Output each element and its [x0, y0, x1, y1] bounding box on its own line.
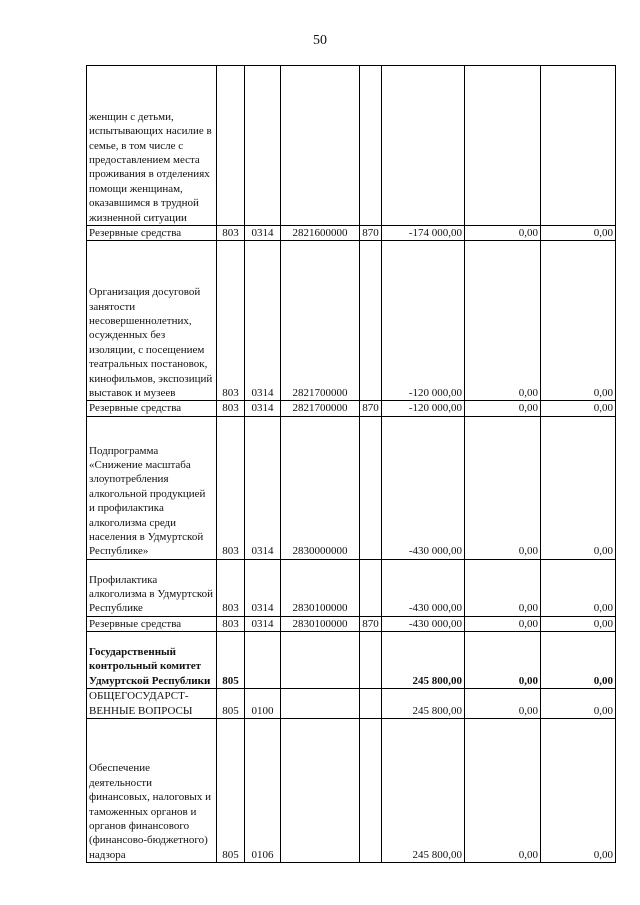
- amount-3: [541, 66, 616, 226]
- table-row: [87, 632, 616, 689]
- section-code: 0314: [245, 559, 281, 616]
- table-row: [87, 719, 616, 863]
- amount-3: 0,00: [541, 616, 616, 631]
- target-code: 2821700000: [281, 241, 360, 401]
- section-code: [245, 632, 281, 689]
- target-code: [281, 66, 360, 226]
- ved-code: [217, 66, 245, 226]
- amount-2: 0,00: [465, 401, 541, 416]
- amount-2: 0,00: [465, 559, 541, 616]
- ved-code: 803: [217, 616, 245, 631]
- ved-code: 803: [217, 401, 245, 416]
- target-code: [281, 632, 360, 689]
- expense-type-code: [360, 559, 382, 616]
- ved-code: 803: [217, 226, 245, 241]
- item-name: Резервные средства: [87, 226, 217, 241]
- page-number: 50: [313, 33, 327, 48]
- expense-type-code: 870: [360, 226, 382, 241]
- amount-2: 0,00: [465, 719, 541, 863]
- ved-code: 805: [217, 632, 245, 689]
- expense-type-code: [360, 719, 382, 863]
- amount-2: 0,00: [465, 689, 541, 719]
- item-name: Резервные средства: [87, 401, 217, 416]
- table-row: [87, 689, 616, 719]
- amount-1: -120 000,00: [382, 401, 465, 416]
- ved-code: 805: [217, 689, 245, 719]
- ved-code: 803: [217, 241, 245, 401]
- amount-3: 0,00: [541, 559, 616, 616]
- amount-2: [465, 66, 541, 226]
- expense-type-code: [360, 632, 382, 689]
- target-code: 2830100000: [281, 559, 360, 616]
- amount-1: 245 800,00: [382, 719, 465, 863]
- table-row: [87, 66, 616, 226]
- section-code: 0314: [245, 241, 281, 401]
- amount-2: 0,00: [465, 632, 541, 689]
- amount-1: -174 000,00: [382, 226, 465, 241]
- amount-3: 0,00: [541, 689, 616, 719]
- amount-3: 0,00: [541, 241, 616, 401]
- item-name: Организация досуговой занятости несовершеннолетних, осужденных без изоляции, с посещением театральных постановок, кинофильмов, экспозиций выставок и музеев: [87, 241, 217, 401]
- ved-code: 803: [217, 416, 245, 559]
- expense-type-code: [360, 416, 382, 559]
- amount-1: 245 800,00: [382, 632, 465, 689]
- ved-code: 803: [217, 559, 245, 616]
- table-row: [87, 616, 616, 631]
- amount-2: 0,00: [465, 241, 541, 401]
- expense-type-code: 870: [360, 401, 382, 416]
- item-name: женщин с детьми, испытывающих насилие в семье, в том числе с предоставлением места проживания в отделениях помощи женщинам, оказавшимся в трудной жизненной ситуации: [87, 66, 217, 226]
- item-name: Подпрограмма «Снижение масштаба злоупотребления алкогольной продукцией и профилактика алкоголизма среди населения в Удмуртской Республике»: [87, 416, 217, 559]
- table-row: [87, 241, 616, 401]
- expense-type-code: [360, 689, 382, 719]
- expense-type-code: [360, 241, 382, 401]
- table-row: [87, 226, 616, 241]
- expense-type-code: [360, 66, 382, 226]
- item-name: Государственный контрольный комитет Удмуртской Республики: [87, 632, 217, 689]
- amount-1: -120 000,00: [382, 241, 465, 401]
- amount-3: 0,00: [541, 416, 616, 559]
- amount-2: 0,00: [465, 416, 541, 559]
- section-code: 0106: [245, 719, 281, 863]
- section-code: 0100: [245, 689, 281, 719]
- item-name: ОБЩЕГОСУДАРСТ-ВЕННЫЕ ВОПРОСЫ: [87, 689, 217, 719]
- budget-table: [86, 65, 616, 863]
- amount-1: -430 000,00: [382, 559, 465, 616]
- amount-1: -430 000,00: [382, 616, 465, 631]
- amount-3: 0,00: [541, 401, 616, 416]
- target-code: 2830100000: [281, 616, 360, 631]
- target-code: 2830000000: [281, 416, 360, 559]
- target-code: [281, 719, 360, 863]
- item-name: Профилактика алкоголизма в Удмуртской Республике: [87, 559, 217, 616]
- amount-3: 0,00: [541, 226, 616, 241]
- section-code: [245, 66, 281, 226]
- amount-1: 245 800,00: [382, 689, 465, 719]
- amount-2: 0,00: [465, 226, 541, 241]
- ved-code: 805: [217, 719, 245, 863]
- amount-3: 0,00: [541, 719, 616, 863]
- amount-1: [382, 66, 465, 226]
- table-row: [87, 416, 616, 559]
- amount-1: -430 000,00: [382, 416, 465, 559]
- table-row: [87, 401, 616, 416]
- item-name: Обеспечение деятельности финансовых, налоговых и таможенных органов и органов финансового (финансово-бюджетного) надзора: [87, 719, 217, 863]
- section-code: 0314: [245, 401, 281, 416]
- target-code: 2821600000: [281, 226, 360, 241]
- target-code: [281, 689, 360, 719]
- amount-2: 0,00: [465, 616, 541, 631]
- item-name: Резервные средства: [87, 616, 217, 631]
- target-code: 2821700000: [281, 401, 360, 416]
- amount-3: 0,00: [541, 632, 616, 689]
- section-code: 0314: [245, 416, 281, 559]
- section-code: 0314: [245, 226, 281, 241]
- expense-type-code: 870: [360, 616, 382, 631]
- section-code: 0314: [245, 616, 281, 631]
- table-row: [87, 559, 616, 616]
